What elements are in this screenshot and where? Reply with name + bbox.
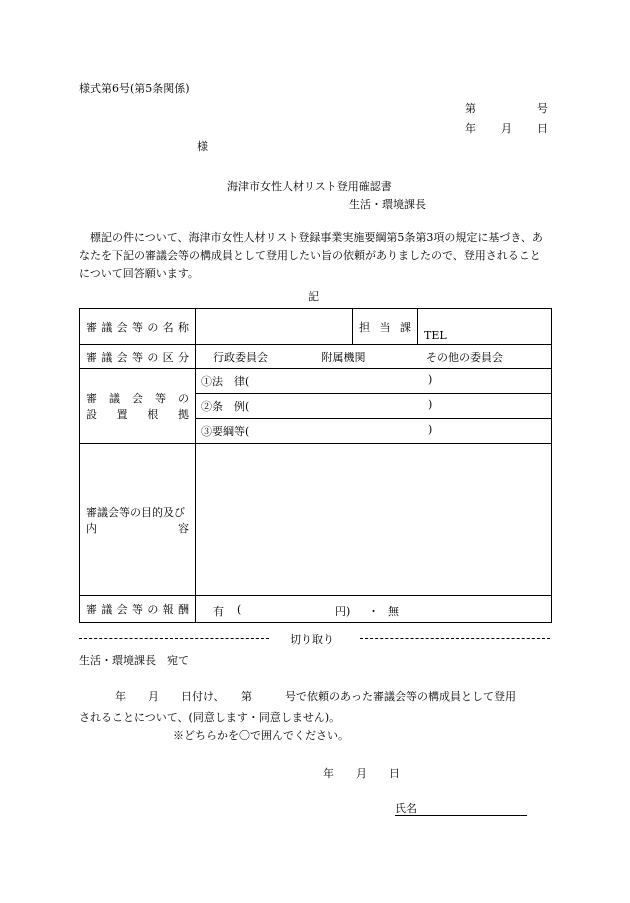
name-value-cell[interactable]	[196, 309, 353, 345]
signature-label: 氏名	[395, 802, 417, 815]
konkyo-row-1	[80, 369, 552, 394]
konkyo-law: ①法 律(	[201, 375, 250, 388]
recipient-honorific: 様	[197, 140, 208, 153]
intro-paragraph: 標記の件について、海津市女性人材リスト登録事業実施要綱第5条第3項の規定に基づき、あなたを下記の審議会等の構成員として登用したい旨の依頼がありましたので、登用されることについて回答願います。	[79, 231, 543, 280]
reward-no[interactable]: 無	[388, 605, 399, 618]
kubun-option-sonota[interactable]: その他の委員会	[426, 350, 503, 364]
kubun-option-gyosei[interactable]: 行政委員会	[213, 350, 268, 364]
purpose-row	[80, 444, 552, 596]
reply-addressee: 生活・環境課長 宛て	[79, 654, 189, 667]
name-row	[80, 309, 552, 345]
reward-label-cell	[80, 596, 196, 623]
date-year: 年	[465, 122, 476, 135]
konkyo-ordinance-close: )	[428, 398, 433, 411]
reply-note: ※どちらかを〇で囲んでください。	[173, 729, 349, 742]
reward-yen: 円)	[335, 605, 351, 618]
name-label-cell	[80, 309, 196, 345]
cut-line-left	[79, 638, 269, 639]
cut-line-right	[360, 638, 550, 639]
reward-open-paren: (	[237, 603, 242, 616]
konkyo-ordinance-cell[interactable]	[196, 394, 552, 419]
signature-field[interactable]	[395, 800, 527, 816]
tel-label: TEL	[424, 329, 447, 342]
kubun-label: 審議会等の区分	[86, 350, 189, 364]
purpose-label-cell	[80, 444, 196, 596]
konkyo-guideline-close: )	[428, 423, 433, 436]
konkyo-ordinance: ②条 例(	[201, 400, 250, 413]
doc-number-suffix: 号	[537, 102, 548, 115]
tanto-label: 担当課	[359, 320, 411, 334]
purpose-value-cell[interactable]	[196, 444, 552, 596]
sender: 生活・環境課長	[349, 198, 426, 211]
reply-date: 年 月 日	[323, 767, 400, 780]
cut-label: 切り取り	[290, 633, 334, 646]
purpose-label-line1: 審議会等の目的及び	[86, 505, 185, 519]
purpose-label-line2: 内容	[86, 521, 189, 535]
date-day: 日	[537, 122, 548, 135]
form-number: 様式第6号(第5条関係)	[79, 82, 190, 95]
tanto-label-cell	[353, 309, 418, 345]
konkyo-label-line2: 設置根拠	[86, 408, 189, 421]
reward-label: 審議会等の報酬	[86, 603, 189, 616]
kubun-option-fuzoku[interactable]: 附属機関	[321, 350, 366, 364]
ki-heading: 記	[308, 290, 319, 303]
konkyo-label-line1: 審議会等の	[86, 392, 189, 405]
committee-table	[79, 308, 552, 623]
reward-yes[interactable]: 有	[213, 605, 224, 618]
konkyo-label-cell	[80, 369, 196, 444]
reward-separator: ・	[368, 605, 379, 618]
reply-line1: 年 月 日付け、 第 号で依頼のあった審議会等の構成員として登用	[115, 690, 516, 703]
kubun-label-cell	[80, 345, 196, 369]
document-title: 海津市女性人材リスト登用確認書	[227, 180, 392, 193]
konkyo-law-cell[interactable]	[196, 369, 552, 394]
konkyo-guideline: ③要綱等(	[201, 425, 250, 438]
reply-line2: されることについて、(同意します・同意しません)。	[79, 711, 341, 724]
konkyo-guideline-cell[interactable]	[196, 419, 552, 444]
signature-line	[417, 803, 527, 816]
reward-row	[80, 596, 552, 623]
name-label: 審議会等の名称	[86, 320, 189, 334]
kubun-row	[80, 345, 552, 369]
tanto-value-cell[interactable]	[418, 309, 552, 345]
reward-value-cell[interactable]	[196, 596, 552, 623]
konkyo-law-close: )	[428, 373, 433, 386]
doc-number-prefix: 第	[465, 102, 476, 115]
kubun-options-cell	[196, 345, 552, 369]
date-month: 月	[501, 122, 512, 135]
